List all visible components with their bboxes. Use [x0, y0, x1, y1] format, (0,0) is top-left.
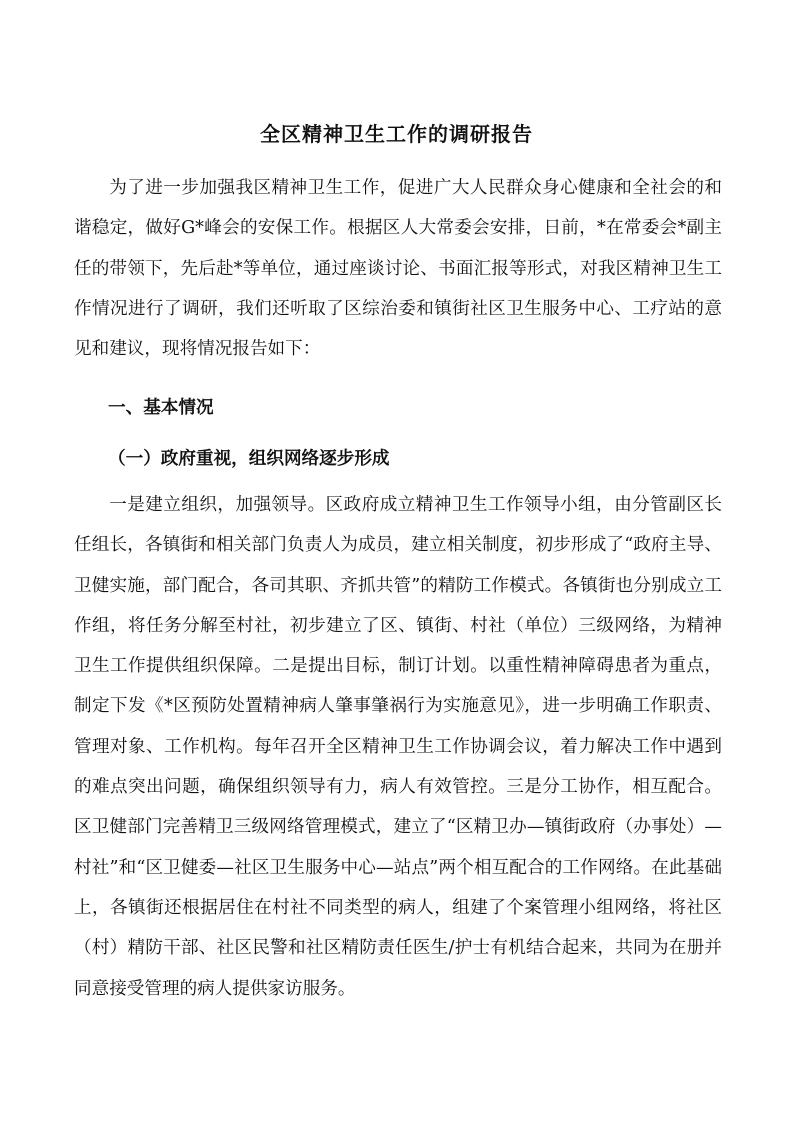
- section-heading-basic-situation: 一、基本情况: [108, 398, 214, 418]
- subsection-heading-government: （一）政府重视，组织网络逐步形成: [108, 449, 390, 469]
- body-paragraph: 一是建立组织，加强领导。区政府成立精神卫生工作领导小组，由分管副区长任组长，各镇街和相关部门负责人为成员，建立相关制度，初步形成了“政府主导、卫健实施，部门配合，各司其职、齐抓共管”的精防工作模式。各镇街也分别成立工作组，将任务分解至村社，初步建立了区、镇街、村社（单位）三级网络，为精神卫生工作提供组织保障。二是提出目标，制订计划。以重性精神障碍患者为重点，制定下发《*区预防处置精神病人肇事肇祸行为实施意见》，进一步明确工作职责、管理对象、工作机构。每年召开全区精神卫生工作协调会议，着力解决工作中遇到的难点突出问题，确保组织领导有力，病人有效管控。三是分工协作，相互配合。区卫健部门完善精卫三级网络管理模式，建立了“区精卫办—镇街政府（办事处）—村社”和“区卫健委—社区卫生服务中心—站点”两个相互配合的工作网络。在此基础上，各镇街还根据居住在村社不同类型的病人，组建了个案管理小组网络，将社区（村）精防干部、社区民警和社区精防责任医生/护士有机结合起来，共同为在册并同意接受管理的病人提供家访服务。: [74, 495, 722, 999]
- intro-paragraph: 为了进一步加强我区精神卫生工作，促进广大人民群众身心健康和全社会的和谐稳定，做好G*峰会的安保工作。根据区人大常委会安排，日前，*在常委会*副主任的带领下，先后赴*等单位，通过座谈讨论、书面汇报等形式，对我区精神卫生工作情况进行了调研，我们还听取了区综治委和镇街社区卫生服务中心、工疗站的意见和建议，现将情况报告如下：: [74, 178, 722, 360]
- document-title: 全区精神卫生工作的调研报告: [260, 122, 533, 146]
